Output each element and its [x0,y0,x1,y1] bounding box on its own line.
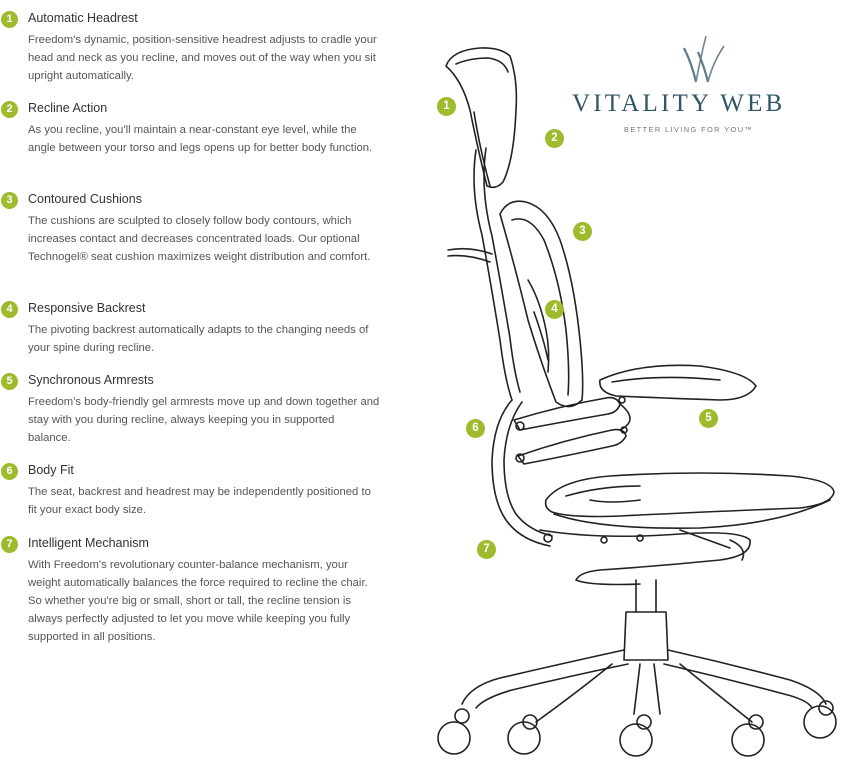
callout-body-fit: 6 [466,419,485,438]
number-badge: 5 [1,373,18,390]
callout-cushions: 3 [573,222,592,241]
feature-description: The cushions are sculpted to closely follow body contours, which increases contact and decreases concentrated loads. Our optional Technogel® seat cushion maximizes weight distribution and comfort. [28,215,371,263]
backrest-drawing [500,201,583,406]
armrest-drawing [514,365,756,464]
feature-description: With Freedom's revolutionary counter-balance mechanism, your weight automatically balances the force required to recline the chair. So whether you're big or small, short or tall, the recline tension is always perfectly adjusted to let you move while keeping you fully supported in all positions. [28,559,368,643]
feature-title: Responsive Backrest [28,301,146,315]
feature-title: Automatic Headrest [28,11,138,25]
backrest-frame-drawing [448,148,520,400]
callout-mechanism: 7 [477,540,496,559]
casters-drawing [438,701,836,756]
callout-backrest: 4 [545,300,564,319]
callout-recline: 2 [545,129,564,148]
gas-column-drawing [624,580,668,660]
number-badge: 7 [1,536,18,553]
feature-description: As you recline, you'll maintain a near-constant eye level, while the angle between your torso and legs opens up for better body function. [28,124,373,154]
feature-description: Freedom's body-friendly gel armrests move up and down together and stay with you during recline, always keeping you in supported balance. [28,396,380,444]
feature-title: Synchronous Armrests [28,373,154,387]
feature-description: Freedom's dynamic, position-sensitive headrest adjusts to cradle your head and neck as you recline, and moves out of the way when you sit upright automatically. [28,34,377,82]
feature-title: Contoured Cushions [28,192,142,206]
seat-drawing [546,473,834,528]
mechanism-drawing [540,530,750,585]
logo-tagline: BETTER LIVING FOR YOU™ [624,125,754,134]
feature-description: The seat, backrest and headrest may be independently positioned to fit your exact body size. [28,486,371,516]
number-badge: 6 [1,463,18,480]
callout-headrest: 1 [437,97,456,116]
headrest-drawing [446,48,516,187]
feature-title: Recline Action [28,101,108,115]
callout-armrests: 5 [699,409,718,428]
number-badge: 2 [1,101,18,118]
number-badge: 1 [1,11,18,28]
number-badge: 3 [1,192,18,209]
logo-wordmark: VITALITY WEB [572,90,786,117]
number-badge: 4 [1,301,18,318]
feature-description: The pivoting backrest automatically adapts to the changing needs of your spine during recline. [28,324,369,354]
feature-title: Body Fit [28,463,74,477]
feature-title: Intelligent Mechanism [28,536,149,550]
